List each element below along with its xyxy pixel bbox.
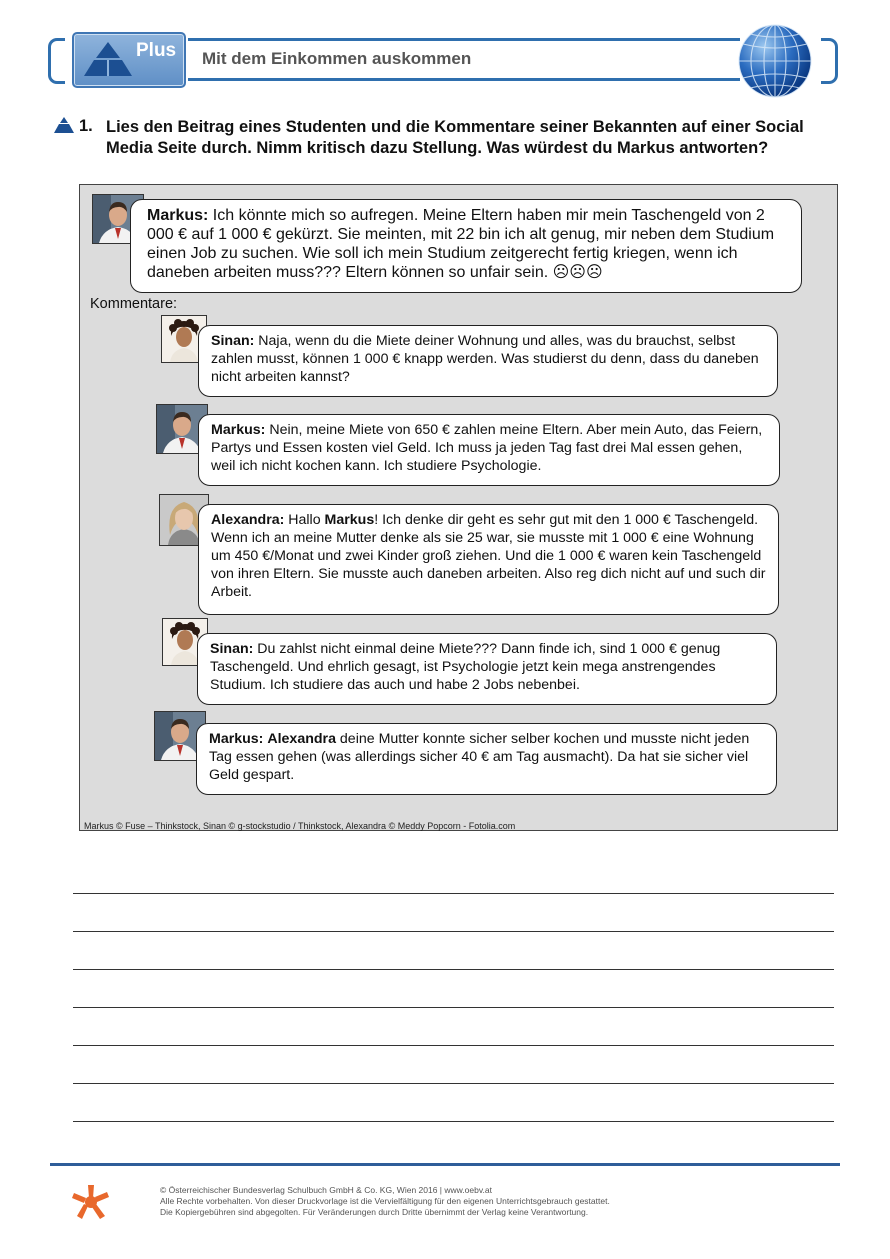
post-author: Markus: — [147, 207, 209, 224]
comment-bubble — [198, 414, 780, 486]
pyramid-icon — [54, 117, 74, 134]
footer-copyright — [160, 1185, 610, 1218]
image-credits: Markus © Fuse – Thinkstock, Sinan © g-stockstudio / Thinkstock, Alexandra © Meddy Popcorn - Fotolia.com — [84, 821, 516, 831]
footer-line: Alle Rechte vorbehalten. Von dieser Druckvorlage ist die Vervielfältigung für den eigenen Unterrichtsgebrauch gestattet. — [160, 1196, 610, 1206]
social-media-panel — [79, 184, 838, 831]
header-rule-top — [188, 38, 740, 41]
comment-bubble — [198, 504, 779, 615]
footer-line: Die Kopiergebühren sind abgegolten. Für Veränderungen durch Dritte übernimmt der Verlag keine Verantwortung. — [160, 1207, 589, 1217]
comment-mention: Markus — [324, 512, 375, 528]
footer-rule — [50, 1163, 840, 1166]
comment-bubble — [198, 325, 778, 397]
page-title: Mit dem Einkommen auskommen — [202, 49, 472, 68]
plus-logo — [72, 32, 186, 88]
pyramid-icon — [80, 40, 136, 80]
answer-line[interactable] — [73, 893, 834, 894]
comment-bubble — [197, 633, 777, 705]
post-bubble — [130, 199, 802, 293]
comment-mention: Alexandra — [267, 731, 336, 747]
header-bracket-left — [48, 38, 65, 84]
footer-line: © Österreichischer Bundesverlag Schulbuch GmbH & Co. KG, Wien 2016 | www.oebv.at — [160, 1185, 492, 1195]
header-rule-bottom — [188, 78, 740, 81]
comment-text: Du zahlst nicht einmal deine Miete??? Dann finde ich, sind 1 000 € genug Taschengeld. Und ehrlich gesagt, ist Psychologie jetzt kein mega anstrengendes Studium. Ich studiere das auch und habe 2 Jobs nebenbei. — [210, 641, 721, 693]
comments-heading: Kommentare: — [90, 296, 178, 312]
logo-label: Plus — [136, 40, 177, 61]
publisher-logo-icon — [72, 1183, 110, 1221]
comment-text: deine Mutter konnte sicher selber kochen und musste nicht jeden Tag essen gehen (was allerdings sicher 40 € am Tag ausmacht). Da hat sie sicher viel Geld gespart. — [209, 731, 750, 783]
comment-text: ! Ich denke dir geht es sehr gut mit den 1 000 € Taschengeld. Wenn ich an meine Mutter denke als sie 25 war, sie musste mit 1 000 € eine Wohnung um 450 €/Monat und zwei Kinder groß ziehen. Und die 1 000 € waren kein Taschengeld von ihren Eltern. Sie musste auch daneben arbeiten. Also reg dich nicht auf und such dir Arbeit. — [211, 512, 766, 600]
task-number: 1. — [79, 117, 93, 135]
answer-line[interactable] — [73, 1045, 834, 1046]
comment-bubble — [196, 723, 777, 795]
comment-author: Alexandra: — [211, 512, 285, 528]
post-text: Ich könnte mich so aufregen. Meine Eltern haben mir mein Taschengeld von 2 000 € auf 1 000 € gekürzt. Sie meinten, mit 22 bin ich alt genug, mir neben dem Studium einen Job zu suchen. Wie soll ich mein Studium zeitgerecht fertig kriegen, wenn ich daneben arbeiten muss??? Eltern können so unfair sein. ☹☹☹ — [147, 207, 775, 281]
comment-author: Markus: — [211, 422, 266, 438]
comment-text: Nein, meine Miete von 650 € zahlen meine Eltern. Aber mein Auto, das Feiern, Partys und Essen kosten viel Geld. Ich muss ja jeden Tag fast drei Mal essen gehen, weil ich nicht kochen kann. Ich studiere Psychologie. — [211, 422, 763, 474]
comment-text: Naja, wenn du die Miete deiner Wohnung und alles, was du brauchst, selbst zahlen musst, können 1 000 € knapp werden. Was studierst du denn, dass du daneben nicht arbeiten kannst? — [211, 333, 759, 385]
globe-icon — [736, 22, 814, 100]
answer-line[interactable] — [73, 1121, 834, 1122]
comment-author: Sinan: — [211, 333, 255, 349]
task-instruction: Lies den Beitrag eines Studenten und die Kommentare seiner Bekannten auf einer Social Media Seite durch. Nimm kritisch dazu Stellung. Was würdest du Markus antworten? — [106, 118, 804, 157]
comment-author: Sinan: — [210, 641, 254, 657]
comment-author: Markus: — [209, 731, 264, 747]
comment-text: Hallo — [284, 512, 325, 528]
answer-line[interactable] — [73, 931, 834, 932]
answer-line[interactable] — [73, 1083, 834, 1084]
answer-line[interactable] — [73, 969, 834, 970]
header-bracket-right — [821, 38, 838, 84]
page-header — [48, 38, 838, 82]
answer-line[interactable] — [73, 1007, 834, 1008]
